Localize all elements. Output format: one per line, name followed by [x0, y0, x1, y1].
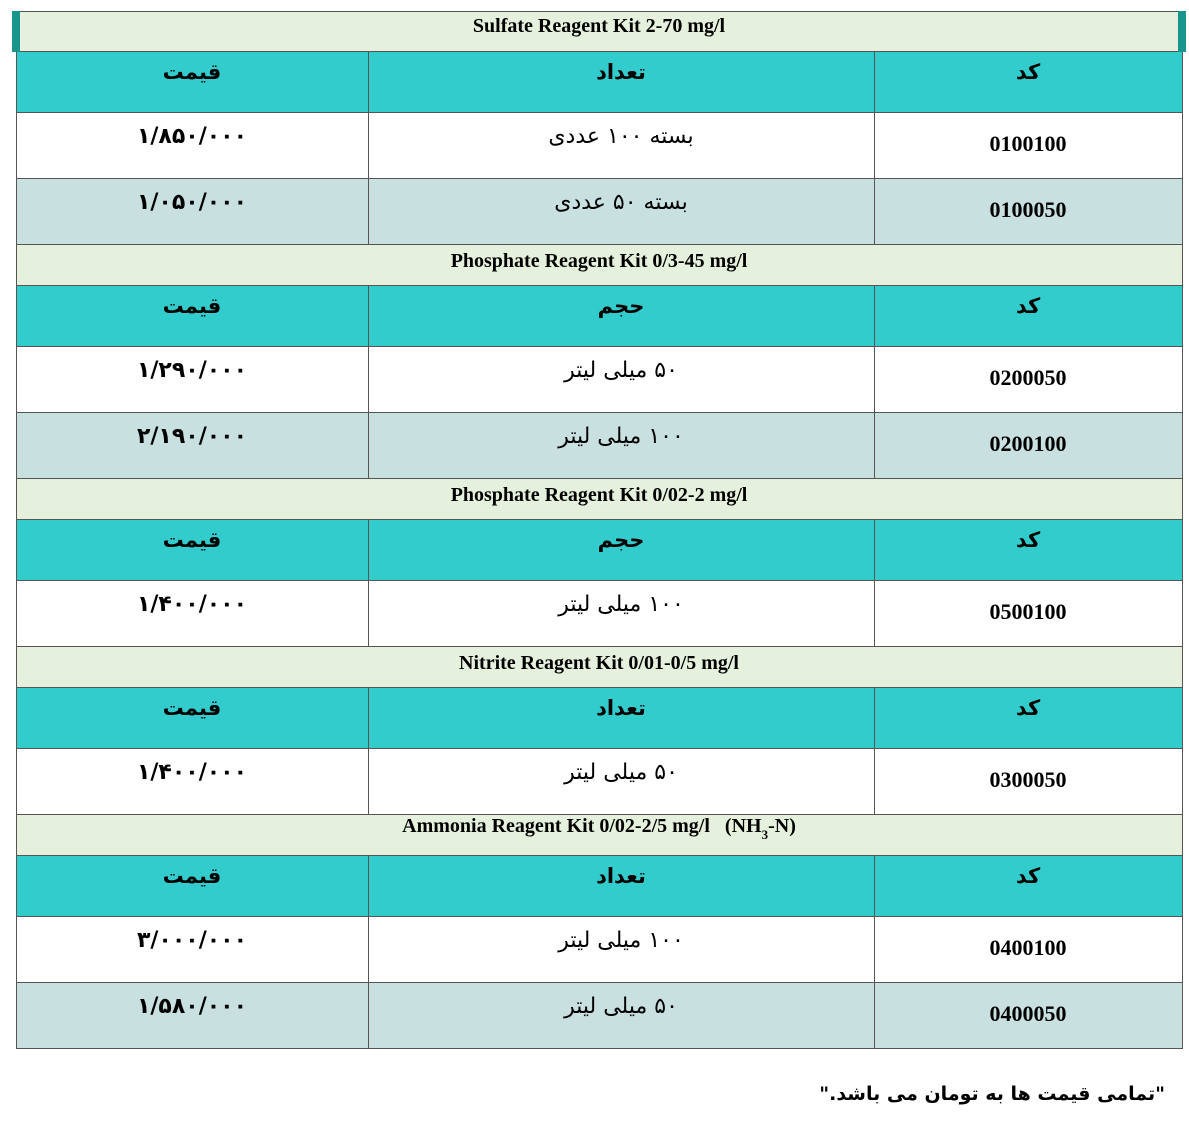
header-row: [16, 856, 1182, 917]
quantity-cell: ۱۰۰ میلی لیتر: [368, 581, 874, 647]
price-cell: ۱/۲۹۰/۰۰۰: [16, 347, 368, 413]
quantity-cell: بسته ۵۰ عددی: [368, 179, 874, 245]
code-cell: 0300050: [874, 749, 1182, 815]
quantity-cell: ۵۰ میلی لیتر: [368, 983, 874, 1049]
header-price: قیمت: [16, 52, 368, 113]
header-code: کد: [874, 856, 1182, 917]
header-quantity: تعداد: [368, 856, 874, 917]
table-row: [16, 581, 1182, 647]
section-title: Phosphate Reagent Kit 0/3-45 mg/l: [16, 245, 1182, 286]
price-cell: ۱/۵۸۰/۰۰۰: [16, 983, 368, 1049]
header-code: کد: [874, 52, 1182, 113]
section-title: Ammonia Reagent Kit 0/02-2/5 mg/l $(NH_3-N)$: [16, 815, 1182, 856]
header-code: کد: [874, 688, 1182, 749]
table-row: [16, 983, 1182, 1049]
code-cell: 0200050: [874, 347, 1182, 413]
price-cell: ۱/۸۵۰/۰۰۰: [16, 113, 368, 179]
section-title-row: [16, 479, 1182, 520]
code-cell: 0200100: [874, 413, 1182, 479]
header-code: کد: [874, 286, 1182, 347]
table-row: [16, 179, 1182, 245]
header-quantity: تعداد: [368, 688, 874, 749]
code-cell: 0400050: [874, 983, 1182, 1049]
header-volume: حجم: [368, 286, 874, 347]
table-row: [16, 413, 1182, 479]
price-cell: ۱/۰۵۰/۰۰۰: [16, 179, 368, 245]
table-row: [16, 113, 1182, 179]
header-row: [16, 688, 1182, 749]
header-price: قیمت: [16, 520, 368, 581]
table-row: [16, 917, 1182, 983]
header-row: [16, 286, 1182, 347]
section-title: Phosphate Reagent Kit 0/02-2 mg/l: [16, 479, 1182, 520]
code-cell: 0400100: [874, 917, 1182, 983]
price-cell: ۱/۴۰۰/۰۰۰: [16, 749, 368, 815]
section-title-row: [16, 12, 1182, 52]
code-cell: 0500100: [874, 581, 1182, 647]
section-title-row: [16, 647, 1182, 688]
code-cell: 0100100: [874, 113, 1182, 179]
code-cell: 0100050: [874, 179, 1182, 245]
quantity-cell: ۵۰ میلی لیتر: [368, 749, 874, 815]
header-quantity: تعداد: [368, 52, 874, 113]
price-cell: ۱/۴۰۰/۰۰۰: [16, 581, 368, 647]
quantity-cell: بسته ۱۰۰ عددی: [368, 113, 874, 179]
header-row: [16, 52, 1182, 113]
quantity-cell: ۵۰ میلی لیتر: [368, 347, 874, 413]
header-price: قیمت: [16, 856, 368, 917]
header-row: [16, 520, 1182, 581]
header-price: قیمت: [16, 286, 368, 347]
currency-footnote: "تمامی قیمت ها به تومان می باشد.": [819, 1083, 1165, 1105]
table-row: [16, 749, 1182, 815]
quantity-cell: ۱۰۰ میلی لیتر: [368, 917, 874, 983]
price-table: [12, 11, 1186, 1049]
price-cell: ۳/۰۰۰/۰۰۰: [16, 917, 368, 983]
table-row: [16, 347, 1182, 413]
section-title-row: [16, 815, 1182, 856]
header-volume: حجم: [368, 520, 874, 581]
section-title: Nitrite Reagent Kit 0/01-0/5 mg/l: [16, 647, 1182, 688]
section-title: Sulfate Reagent Kit 2-70 mg/l: [16, 12, 1182, 52]
price-cell: ۲/۱۹۰/۰۰۰: [16, 413, 368, 479]
quantity-cell: ۱۰۰ میلی لیتر: [368, 413, 874, 479]
section-title-row: [16, 245, 1182, 286]
header-code: کد: [874, 520, 1182, 581]
header-price: قیمت: [16, 688, 368, 749]
